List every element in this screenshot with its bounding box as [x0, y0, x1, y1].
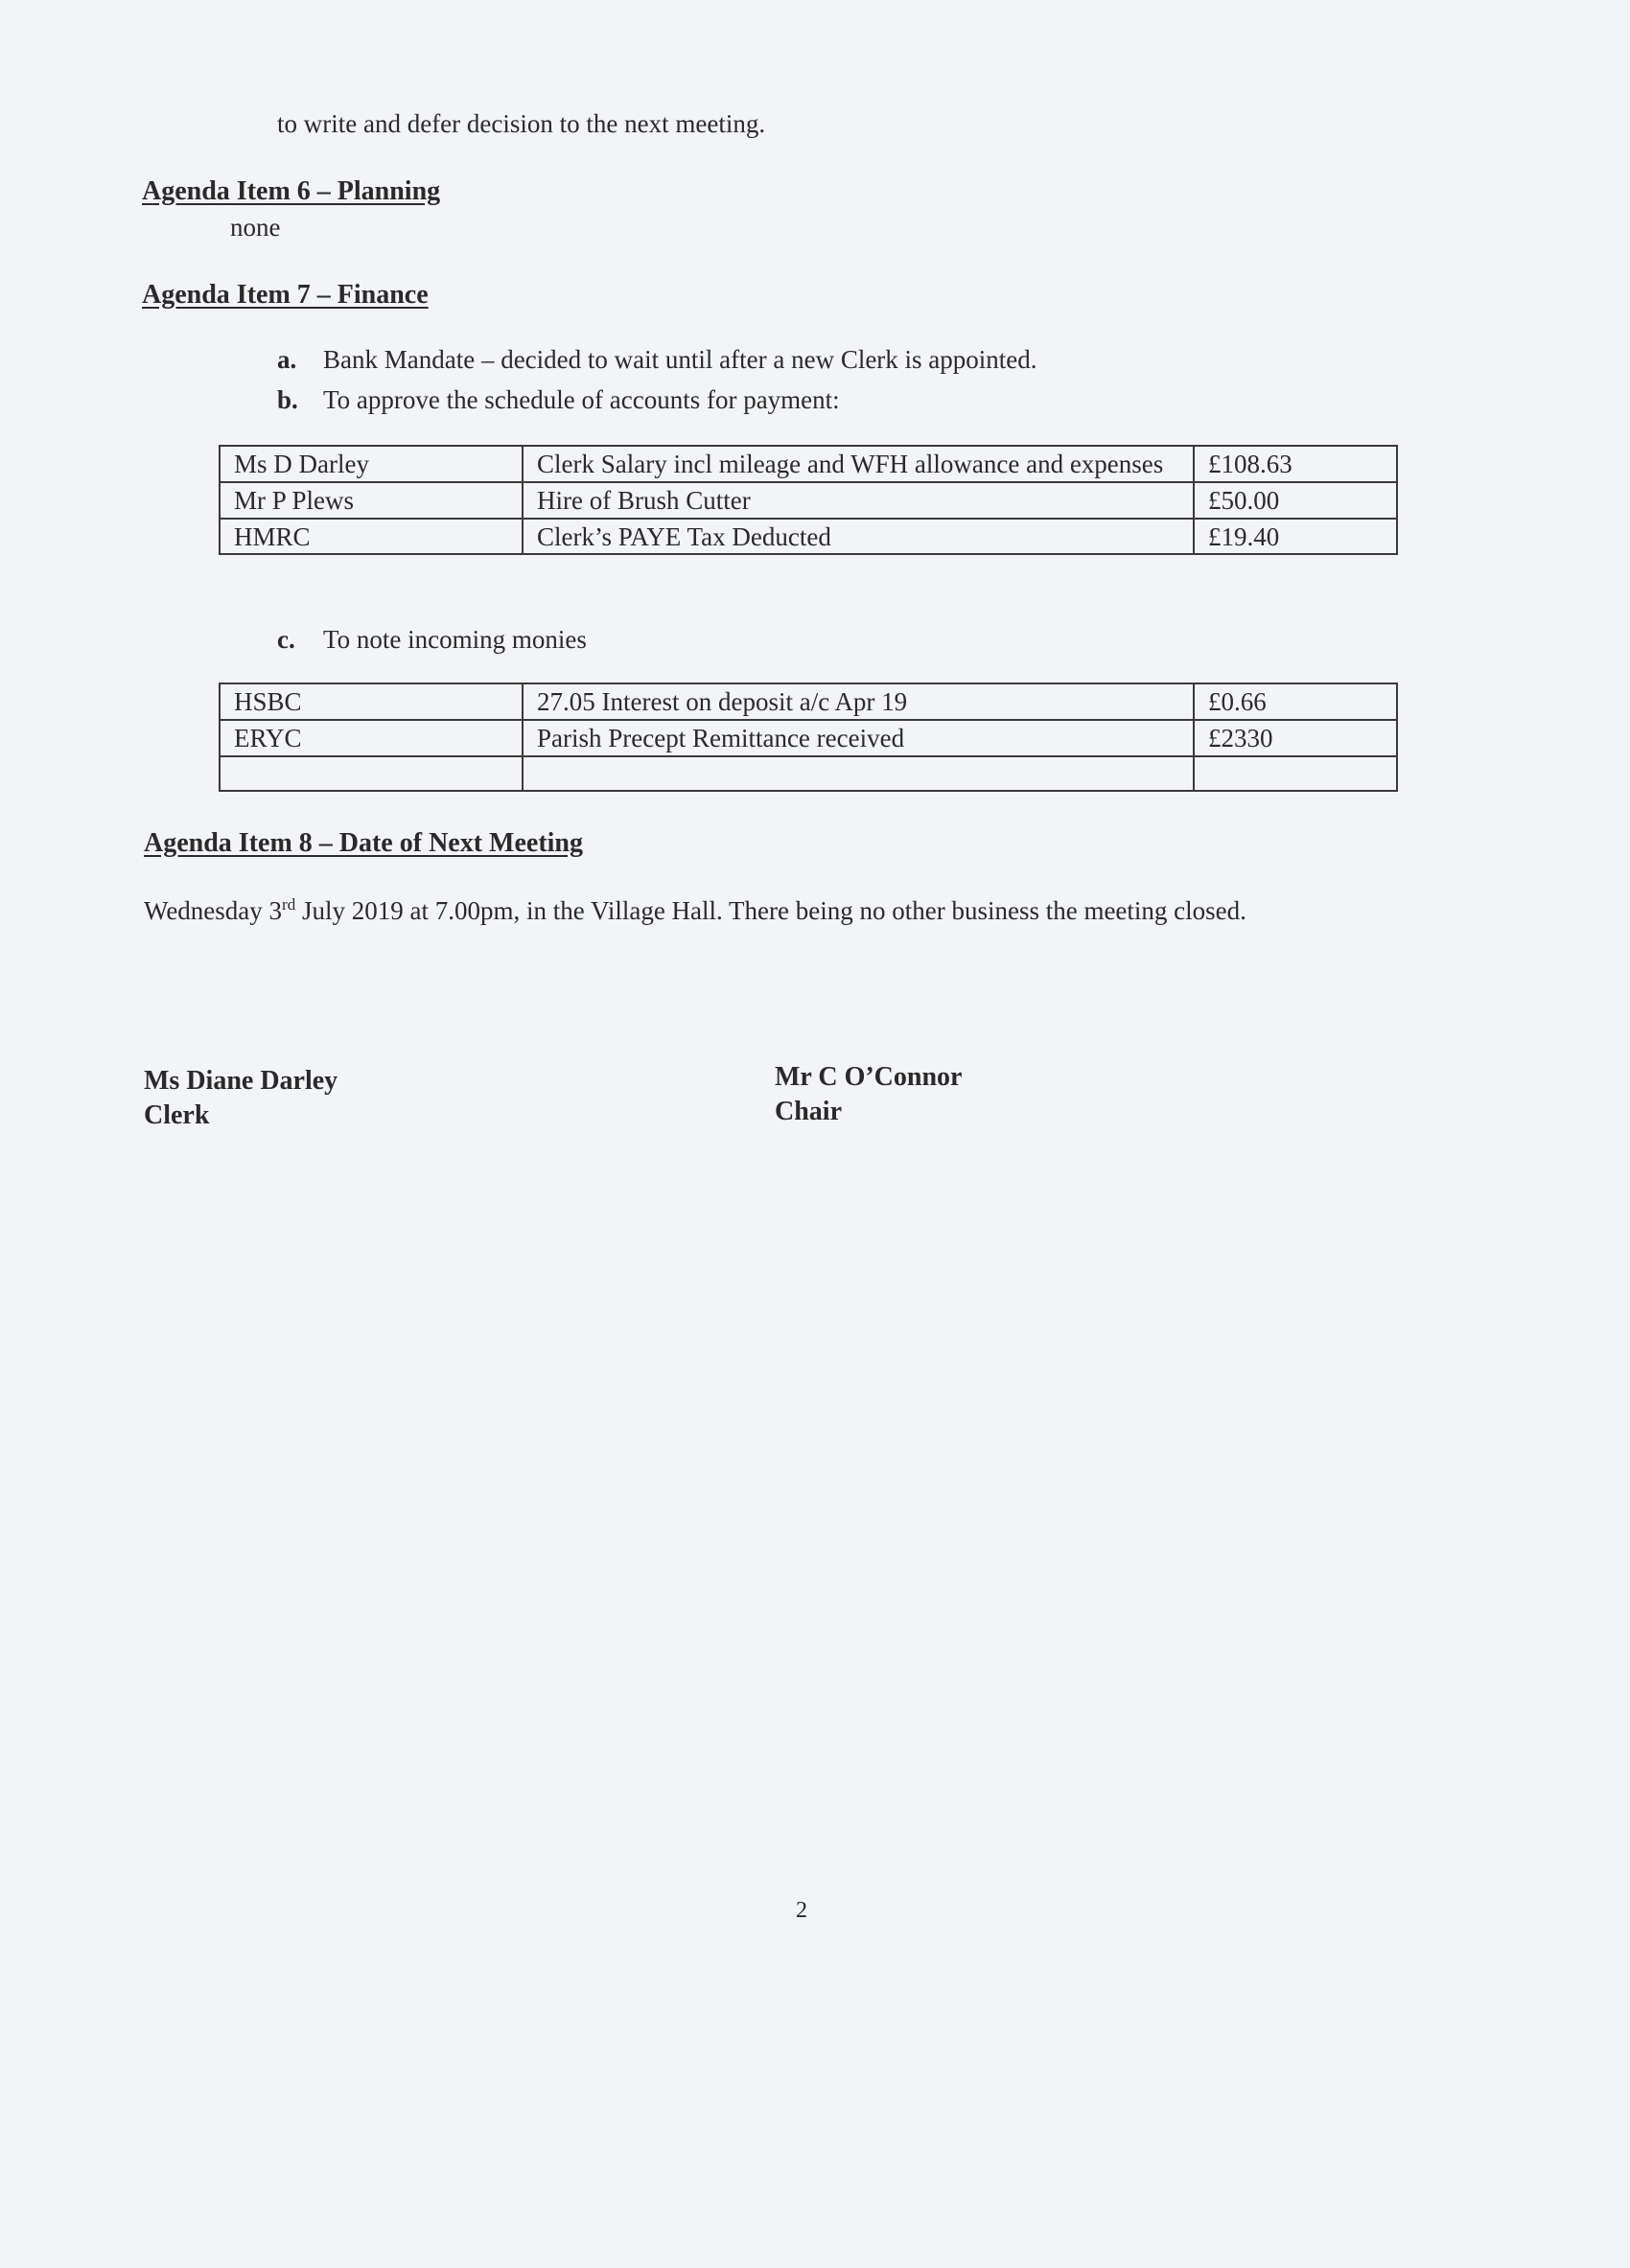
- chair-role: Chair: [775, 1097, 842, 1127]
- source-cell: ERYC: [220, 720, 523, 756]
- payee-cell: HMRC: [220, 519, 523, 555]
- incoming-table: [219, 683, 1398, 792]
- item7-c-marker: c.: [277, 625, 295, 654]
- item6-body: none: [230, 213, 281, 242]
- amount-cell: £2330: [1194, 720, 1397, 756]
- table-row: [220, 683, 1397, 720]
- clerk-signature: [144, 1064, 338, 1134]
- item7-a-text: Bank Mandate – decided to wait until after a new Clerk is appointed.: [323, 345, 1037, 374]
- chair-name: Mr C O’Connor: [775, 1062, 963, 1092]
- item7-c-text: To note incoming monies: [323, 625, 587, 654]
- next-meeting-date-rest: July 2019 at 7.00pm, in the Village Hall. There being no other business the meeting closed.: [295, 896, 1246, 925]
- description-cell: Parish Precept Remittance received: [523, 720, 1194, 756]
- next-meeting-text: [144, 895, 1246, 926]
- table-row: [220, 519, 1397, 555]
- payments-table: [219, 445, 1398, 555]
- table-row: [220, 756, 1397, 791]
- description-cell: 27.05 Interest on deposit a/c Apr 19: [523, 683, 1194, 720]
- description-cell: Clerk’s PAYE Tax Deducted: [523, 519, 1194, 555]
- table-row: [220, 482, 1397, 519]
- payee-cell: Mr P Plews: [220, 482, 523, 519]
- item6-heading: Agenda Item 6 – Planning: [142, 176, 441, 206]
- item7-a-marker: a.: [277, 345, 297, 374]
- amount-cell: £50.00: [1194, 482, 1397, 519]
- clerk-role: Clerk: [144, 1100, 210, 1131]
- page-number: 2: [796, 1898, 807, 1923]
- item7-b-marker: b.: [277, 385, 298, 414]
- payee-cell: Ms D Darley: [220, 446, 523, 482]
- amount-cell: [1194, 756, 1397, 791]
- clerk-name: Ms Diane Darley: [144, 1066, 338, 1096]
- date-ordinal-suffix: rd: [282, 895, 296, 914]
- continuation-text: to write and defer decision to the next meeting.: [277, 109, 766, 138]
- amount-cell: £0.66: [1194, 683, 1397, 720]
- item7-heading: Agenda Item 7 – Finance: [142, 280, 429, 310]
- next-meeting-date-start: Wednesday 3: [144, 896, 283, 925]
- description-cell: [523, 756, 1194, 791]
- amount-cell: £108.63: [1194, 446, 1397, 482]
- description-cell: Clerk Salary incl mileage and WFH allowance and expenses: [523, 446, 1194, 482]
- table-row: [220, 720, 1397, 756]
- amount-cell: £19.40: [1194, 519, 1397, 555]
- item8-heading: Agenda Item 8 – Date of Next Meeting: [144, 828, 583, 858]
- description-cell: Hire of Brush Cutter: [523, 482, 1194, 519]
- item7-b: [277, 385, 840, 415]
- chair-signature: [775, 1060, 962, 1130]
- source-cell: [220, 756, 523, 791]
- table-row: [220, 446, 1397, 482]
- item7-a: [277, 345, 1037, 375]
- item7-b-text: To approve the schedule of accounts for payment:: [323, 385, 840, 414]
- source-cell: HSBC: [220, 683, 523, 720]
- item7-c: [277, 625, 587, 655]
